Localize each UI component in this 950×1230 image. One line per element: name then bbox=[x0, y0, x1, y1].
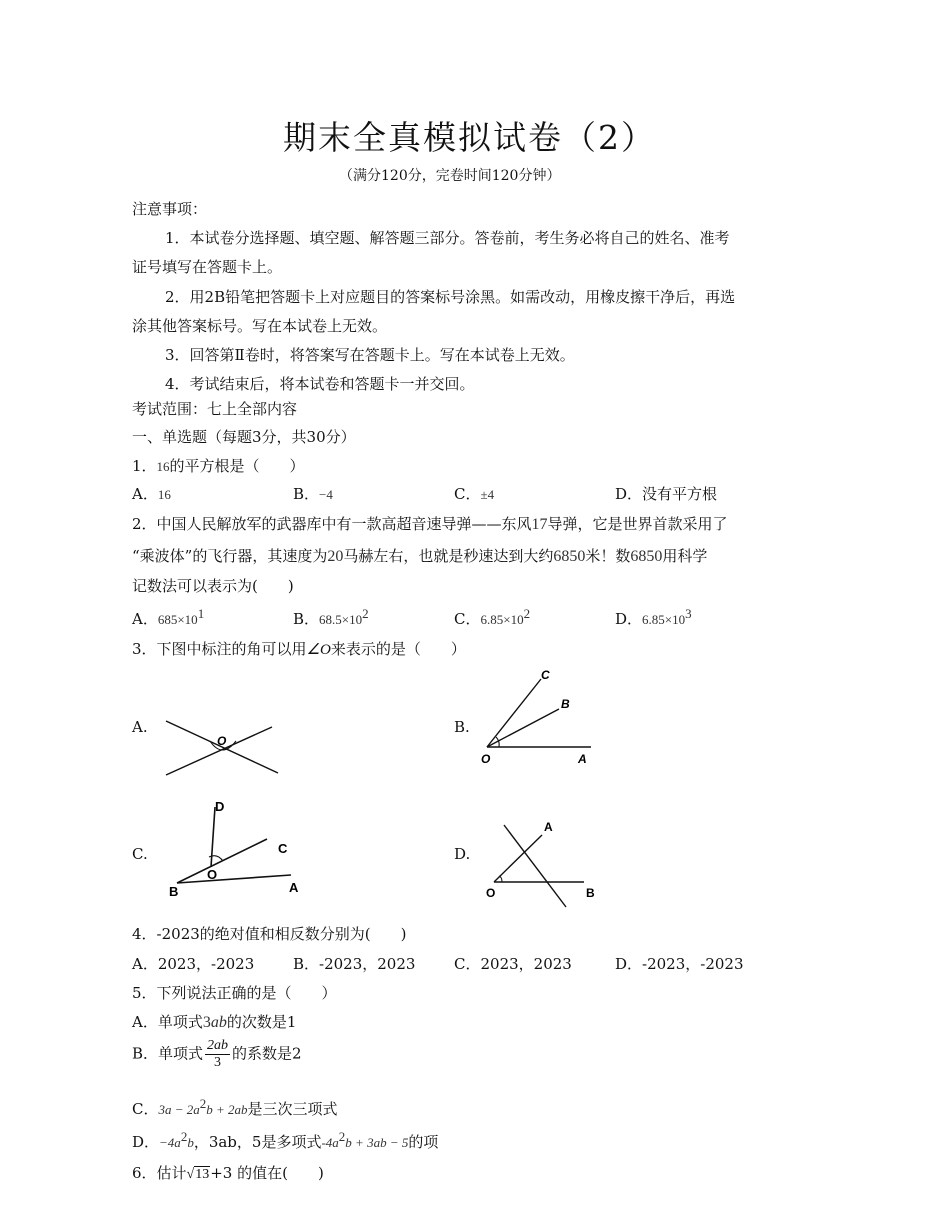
q5-option-b[interactable]: B．单项式 $\frac{2ab}{3}$ 的系数是2 bbox=[132, 1038, 302, 1070]
q1-option-a[interactable]: A．16 bbox=[132, 485, 171, 503]
notice-heading: 注意事项： bbox=[132, 200, 208, 218]
q4-option-d[interactable]: D．-2023，-2023 bbox=[615, 955, 744, 973]
q2-option-c[interactable]: C．$6.85\times 10^2$ bbox=[454, 606, 531, 628]
q5-option-a[interactable]: A．单项式3ab的次数是1 bbox=[132, 1013, 297, 1031]
question-6: 6．估计√13+3 的值在( ) bbox=[132, 1164, 324, 1182]
fig-a-label-o: O bbox=[217, 734, 227, 748]
question-1: 1．16的平方根是（ ） bbox=[132, 457, 305, 475]
fig-c-label-o: O bbox=[207, 867, 218, 882]
q3-figure-b[interactable] bbox=[475, 665, 600, 770]
question-2-line-3: 记数法可以表示为( ) bbox=[132, 577, 294, 595]
q3-option-c-label[interactable]: C. bbox=[132, 845, 148, 863]
notice-item-2: 2．用2B铅笔把答题卡上对应题目的答案标号涂黑。如需改动，用橡皮擦干净后，再选 bbox=[165, 288, 736, 306]
q1-option-b[interactable]: B．−4 bbox=[293, 485, 333, 503]
q4-option-a[interactable]: A．2023，-2023 bbox=[132, 955, 255, 973]
q1-option-d[interactable]: D．没有平方根 bbox=[615, 485, 718, 503]
fig-c-label-c: C bbox=[278, 841, 288, 856]
q2-option-a[interactable]: A．$685\times 10^1$ bbox=[132, 606, 205, 628]
fig-d-label-b: B bbox=[586, 886, 595, 900]
question-4: 4．-2023的绝对值和相反数分别为( ) bbox=[132, 925, 407, 943]
fraction: $\frac{2ab}{3}$ bbox=[207, 1038, 229, 1070]
fig-c-label-b: B bbox=[169, 884, 179, 899]
q3-figure-d[interactable] bbox=[480, 815, 605, 910]
question-2-line-1: 2．中国人民解放军的武器库中有一款高超音速导弹——东风17导弹，它是世界首款采用了 bbox=[132, 515, 728, 533]
page-title: 期末全真模拟试卷（2） bbox=[283, 118, 656, 157]
notice-item-2-cont: 涂其他答案标号。写在本试卷上无效。 bbox=[132, 317, 388, 335]
q3-option-b-label[interactable]: B. bbox=[454, 718, 470, 736]
q2-option-b[interactable]: B．$68.5\times 10^2$ bbox=[293, 606, 369, 628]
question-3: 3．下图中标注的角可以用∠O来表示的是（ ） bbox=[132, 640, 466, 658]
fig-b-label-a: A bbox=[578, 752, 587, 766]
q3-figure-c[interactable] bbox=[165, 795, 305, 900]
sqrt-expression: √13 bbox=[186, 1167, 210, 1182]
question-5: 5．下列说法正确的是（ ） bbox=[132, 984, 337, 1002]
q3-option-d-label[interactable]: D. bbox=[454, 845, 471, 863]
q2-option-d[interactable]: D．$6.85\times 10^3$ bbox=[615, 606, 692, 628]
exam-scope: 考试范围：七上全部内容 bbox=[132, 400, 298, 418]
q1-option-c[interactable]: C．±4 bbox=[454, 485, 495, 503]
notice-item-1-cont: 证号填写在答题卡上。 bbox=[132, 258, 283, 276]
fig-d-label-a: A bbox=[544, 820, 553, 834]
notice-item-1: 1．本试卷分选择题、填空题、解答题三部分。答卷前，考生务必将自己的姓名、准考 bbox=[165, 229, 730, 247]
q4-option-c[interactable]: C．2023，2023 bbox=[454, 955, 572, 973]
fig-c-label-a: A bbox=[289, 880, 299, 895]
q5-option-d[interactable]: D．$-4a^2b$，3ab，5是多项式$-4a^2b + 3ab - 5$的项 bbox=[132, 1129, 439, 1151]
question-2-line-2: “乘波体”的飞行器，其速度为20马赫左右，也就是秒速达到大约6850米！数6850用科学 bbox=[132, 547, 708, 565]
fig-b-label-b: B bbox=[561, 697, 570, 711]
q3-option-a-label[interactable]: A. bbox=[132, 718, 148, 736]
notice-item-3: 3．回答第Ⅱ卷时，将答案写在答题卡上。写在本试卷上无效。 bbox=[165, 346, 575, 364]
fig-b-label-o: O bbox=[481, 752, 491, 766]
fig-d-label-o: O bbox=[486, 886, 496, 900]
fig-c-label-d: D bbox=[215, 799, 225, 814]
q3-figure-a[interactable] bbox=[160, 715, 280, 780]
notice-item-4: 4．考试结束后，将本试卷和答题卡一并交回。 bbox=[165, 375, 475, 393]
fig-b-label-c: C bbox=[541, 668, 550, 682]
q4-option-b[interactable]: B．-2023，2023 bbox=[293, 955, 416, 973]
page-subtitle: （满分120分，完卷时间120分钟） bbox=[339, 168, 561, 184]
section-heading: 一、单选题（每题3分，共30分） bbox=[132, 428, 356, 446]
q5-option-c[interactable]: C．$3a - 2a^2b + 2ab$是三次三项式 bbox=[132, 1096, 338, 1118]
